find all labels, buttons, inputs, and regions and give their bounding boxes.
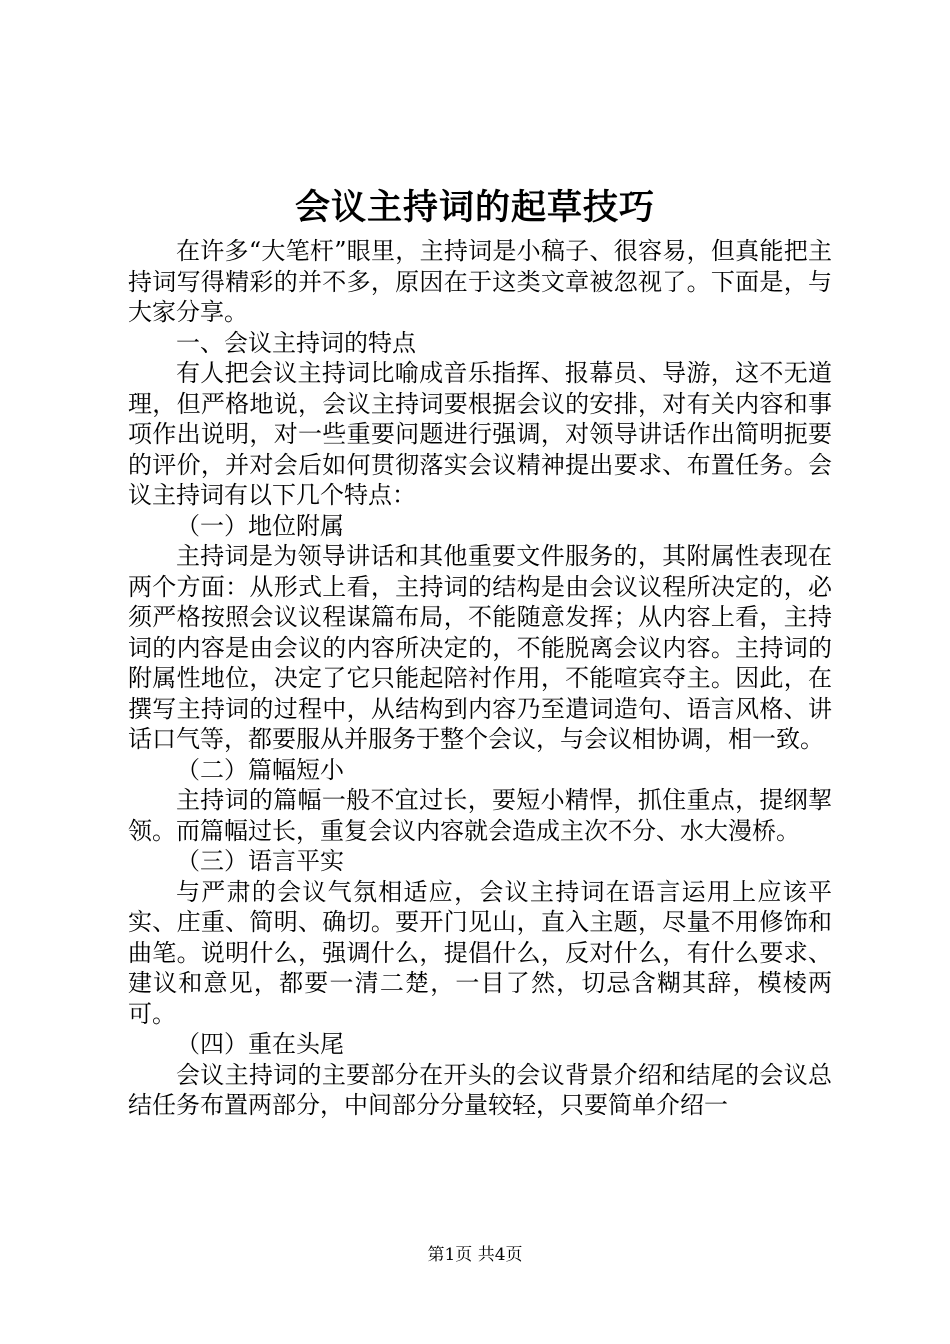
subheading-plain-language: （三）语言平实 — [176, 847, 344, 875]
page-footer: 第1页 共4页 — [427, 1245, 523, 1265]
subheading-short-length: （二）篇幅短小 — [176, 755, 344, 784]
subheading-head-and-tail: （四）重在头尾 — [176, 1030, 344, 1058]
document-title: 会议主持词的起草技巧 — [294, 187, 655, 228]
paragraph-short-length: 主持词的篇幅一般不宜过长，要短小精悍，抓住重点，提纲挈领。而篇幅过长，重复会议内容就会造成主次不分、水大漫桥。 — [128, 786, 832, 845]
paragraph-subordinate-position: 主持词是为领导讲话和其他重要文件服务的，其附属性表现在两个方面：从形式上看，主持词的结构是由会议议程所决定的，必须严格按照会议议程谋篇布局，不能随意发挥；从内容上看，主持词的内容是由会议的内容所决定的，不能脱离会议内容。主持词的附属性地位，决定了它只能起陪衬作用，不能喧宾夺主。因此，在撰写主持词的过程中，从结构到内容乃至遣词造句、语言风格、讲话口气等，都要服从并服务于整个会议，与会议相协调，相一致。 — [128, 542, 832, 753]
paragraph-plain-language: 与严肃的会议气氛相适应，会议主持词在语言运用上应该平实、庄重、简明、确切。要开门见山，直入主题，尽量不用修饰和曲笔。说明什么，强调什么，提倡什么，反对什么，有什么要求、建议和意见，都要一清二楚，一目了然，切忌含糊其辞，模棱两可。 — [128, 877, 832, 1028]
paragraph-features-overview: 有人把会议主持词比喻成音乐指挥、报幕员、导游，这不无道理，但严格地说，会议主持词要根据会议的安排，对有关内容和事项作出说明，对一些重要问题进行强调，对领导讲话作出简明扼要的评价，并对会后如何贯彻落实会议精神提出要求、布置任务。会议主持词有以下几个特点： — [128, 359, 832, 509]
paragraph-intro: 在许多“大笔杆”眼里，主持词是小稿子、很容易，但真能把主持词写得精彩的并不多，原因在于这类文章被忽视了。下面是，与大家分享。 — [128, 237, 832, 326]
subheading-subordinate-position: （一）地位附属 — [176, 511, 344, 540]
document-body — [128, 236, 832, 1121]
section-heading-features: 一、会议主持词的特点 — [176, 328, 416, 357]
paragraph-head-and-tail: 会议主持词的主要部分在开头的会议背景介绍和结尾的会议总结任务布置两部分，中间部分分量较轻，只要简单介绍一 — [128, 1060, 832, 1119]
